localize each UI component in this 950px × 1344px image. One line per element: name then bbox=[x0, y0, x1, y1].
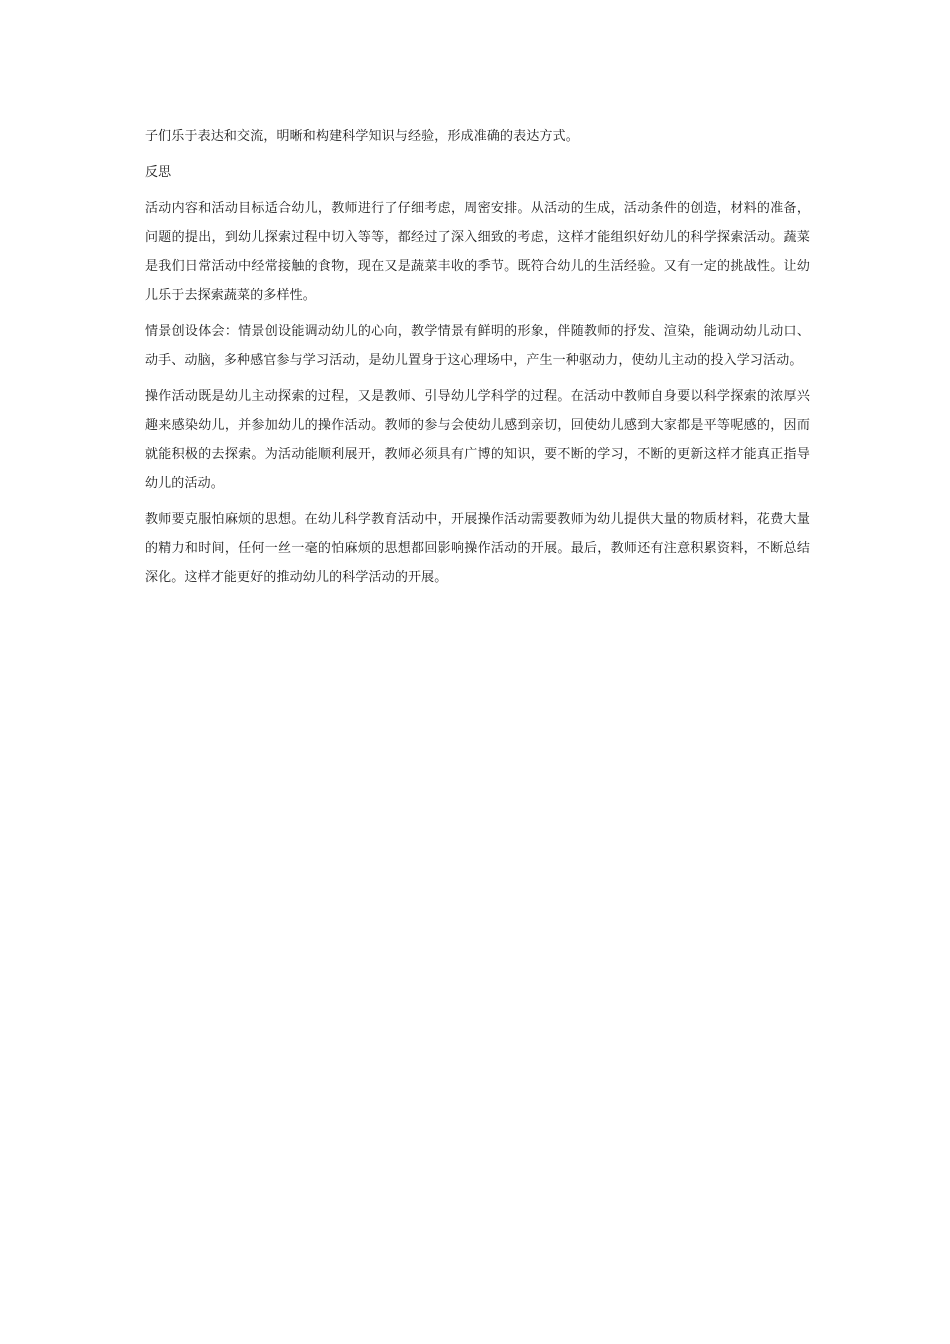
paragraph-teacher-attitude: 教师要克服怕麻烦的思想。在幼儿科学教育活动中，开展操作活动需要教师为幼儿提供大量的物质材料，花费大量的精力和时间，任何一丝一毫的怕麻烦的思想都回影响操作活动的开展。最后，教师还有注意积累资料，不断总结深化。这样才能更好的推动幼儿的科学活动的开展。 bbox=[145, 512, 810, 585]
paragraph-operation-activity: 操作活动既是幼儿主动探索的过程，又是教师、引导幼儿学科学的过程。在活动中教师自身要以科学探索的浓厚兴趣来感染幼儿，并参加幼儿的操作活动。教师的参与会使幼儿感到亲切，回使幼儿感到大家都是平等呢感的，因而就能积极的去探索。为活动能顺利展开，教师必须具有广博的知识，要不断的学习，不断的更新这样才能真正指导幼儿的活动。 bbox=[145, 389, 810, 491]
document-body bbox=[145, 122, 810, 599]
paragraph-activity-content: 活动内容和活动目标适合幼儿，教师进行了仔细考虑，周密安排。从活动的生成，活动条件的创造，材料的准备，问题的提出，到幼儿探索过程中切入等等，都经过了深入细致的考虑，这样才能组织好幼儿的科学探索活动。蔬菜是我们日常活动中经常接触的食物，现在又是蔬菜丰收的季节。既符合幼儿的生活经验。又有一定的挑战性。让幼儿乐于去探索蔬菜的多样性。 bbox=[145, 201, 810, 303]
paragraph-continuation: 子们乐于表达和交流，明晰和构建科学知识与经验，形成准确的表达方式。 bbox=[145, 129, 579, 144]
section-heading-reflection: 反思 bbox=[145, 165, 172, 180]
paragraph-scenario-creation: 情景创设体会：情景创设能调动幼儿的心向，教学情景有鲜明的形象，伴随教师的抒发、渲染，能调动幼儿动口、动手、动脑，多种感官参与学习活动，是幼儿置身于这心理场中，产生一种驱动力，使幼儿主动的投入学习活动。 bbox=[145, 324, 810, 368]
